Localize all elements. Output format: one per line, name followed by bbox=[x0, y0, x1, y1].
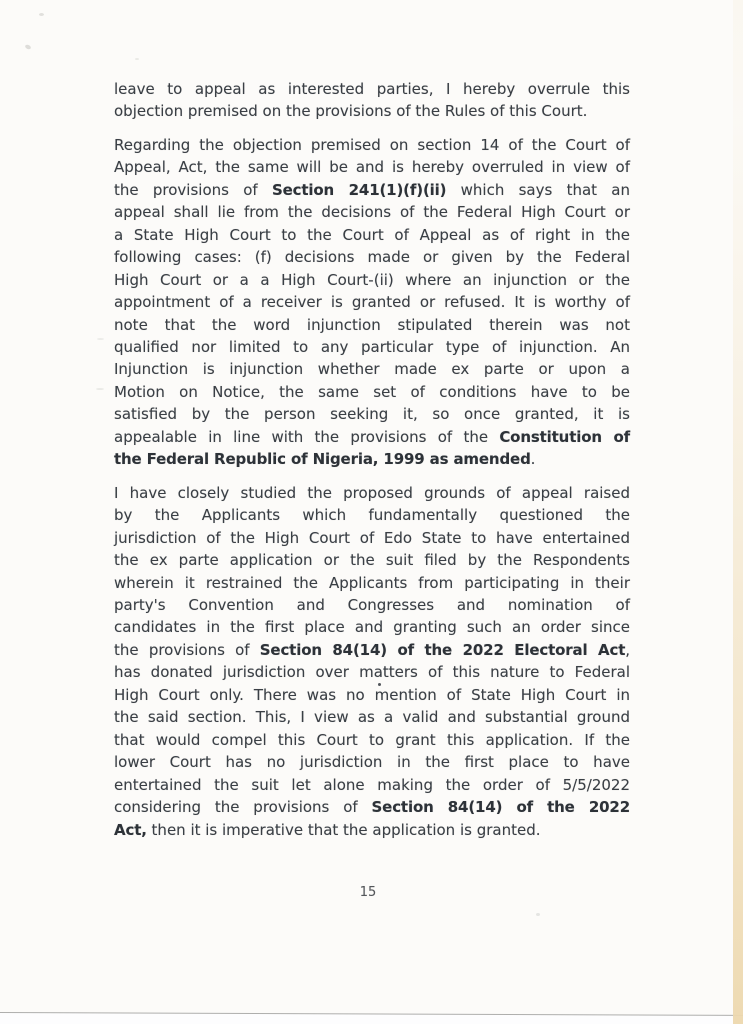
paragraph bbox=[114, 482, 630, 841]
text-line: I have closely studied the proposed grounds of appeal raised bbox=[114, 483, 630, 502]
text-line: Regarding the objection premised on section 14 of the Court of bbox=[114, 135, 630, 154]
text-line: High Court or a a High Court-(ii) where an injunction or the bbox=[114, 270, 630, 289]
text-line: the said section. This, I view as a valid and substantial ground bbox=[114, 708, 630, 727]
text-line: candidates in the first place and granting such an order since bbox=[114, 618, 630, 637]
text-line: that would compel this Court to grant this application. If the bbox=[114, 730, 630, 749]
page-right-edge-shading bbox=[733, 0, 743, 1024]
text-line: the provisions of Section 84(14) of the 2022 Electoral Act, bbox=[114, 640, 630, 659]
text-line: party's Convention and Congresses and nomination of bbox=[114, 595, 630, 614]
text-line: qualified nor limited to any particular type of injunction. An bbox=[114, 337, 630, 356]
scan-bottom-edge-line bbox=[0, 1012, 743, 1024]
text-line: jurisdiction of the High Court of Edo State to have entertained bbox=[114, 528, 630, 547]
text-line: Injunction is injunction whether made ex parte or upon a bbox=[114, 360, 630, 379]
text-line: Motion on Notice, the same set of conditions have to be bbox=[114, 382, 630, 401]
text-line: High Court only. There was no mention of State High Court in bbox=[114, 685, 630, 704]
scan-speck bbox=[536, 913, 540, 916]
text-line: satisfied by the person seeking it, so once granted, it is bbox=[114, 405, 630, 424]
text-line: Act, then it is imperative that the application is granted. bbox=[114, 820, 541, 839]
text-line: by the Applicants which fundamentally questioned the bbox=[114, 506, 630, 525]
text-line: appealable in line with the provisions of the Constitution of bbox=[114, 427, 630, 446]
page-number: 15 bbox=[359, 885, 377, 900]
text-line: wherein it restrained the Applicants from participating in their bbox=[114, 573, 630, 592]
text-line: a State High Court to the Court of Appeal as of right in the bbox=[114, 225, 630, 244]
text-line: appeal shall lie from the decisions of the Federal High Court or bbox=[114, 203, 630, 222]
text-line: Appeal, Act, the same will be and is hereby overruled in view of bbox=[114, 158, 630, 177]
text-line: objection premised on the provisions of the Rules of this Court. bbox=[114, 102, 588, 121]
document-body-text bbox=[114, 78, 630, 852]
text-line: considering the provisions of Section 84(14) of the 2022 bbox=[114, 798, 630, 817]
text-line: the provisions of Section 241(1)(f)(ii) which says that an bbox=[114, 180, 630, 199]
scan-speck bbox=[135, 58, 139, 60]
text-line: following cases: (f) decisions made or given by the Federal bbox=[114, 248, 630, 267]
text-line: lower Court has no jurisdiction in the first place to have bbox=[114, 753, 630, 772]
paragraph bbox=[114, 78, 630, 123]
scan-speck bbox=[24, 44, 31, 50]
text-line: entertained the suit let alone making the order of 5/5/2022 bbox=[114, 775, 630, 794]
text-line: note that the word injunction stipulated therein was not bbox=[114, 315, 630, 334]
text-line: leave to appeal as interested parties, I hereby overrule this bbox=[114, 80, 630, 98]
scan-artifact-dot bbox=[378, 683, 381, 686]
scan-speck bbox=[96, 388, 104, 390]
scan-speck bbox=[39, 13, 44, 16]
paragraph bbox=[114, 134, 630, 471]
text-line: the Federal Republic of Nigeria, 1999 as amended. bbox=[114, 450, 536, 469]
text-line: appointment of a receiver is granted or refused. It is worthy of bbox=[114, 293, 630, 312]
text-line: has donated jurisdiction over matters of this nature to Federal bbox=[114, 663, 630, 682]
text-line: the ex parte application or the suit filed by the Respondents bbox=[114, 551, 630, 570]
scan-speck bbox=[97, 338, 104, 340]
